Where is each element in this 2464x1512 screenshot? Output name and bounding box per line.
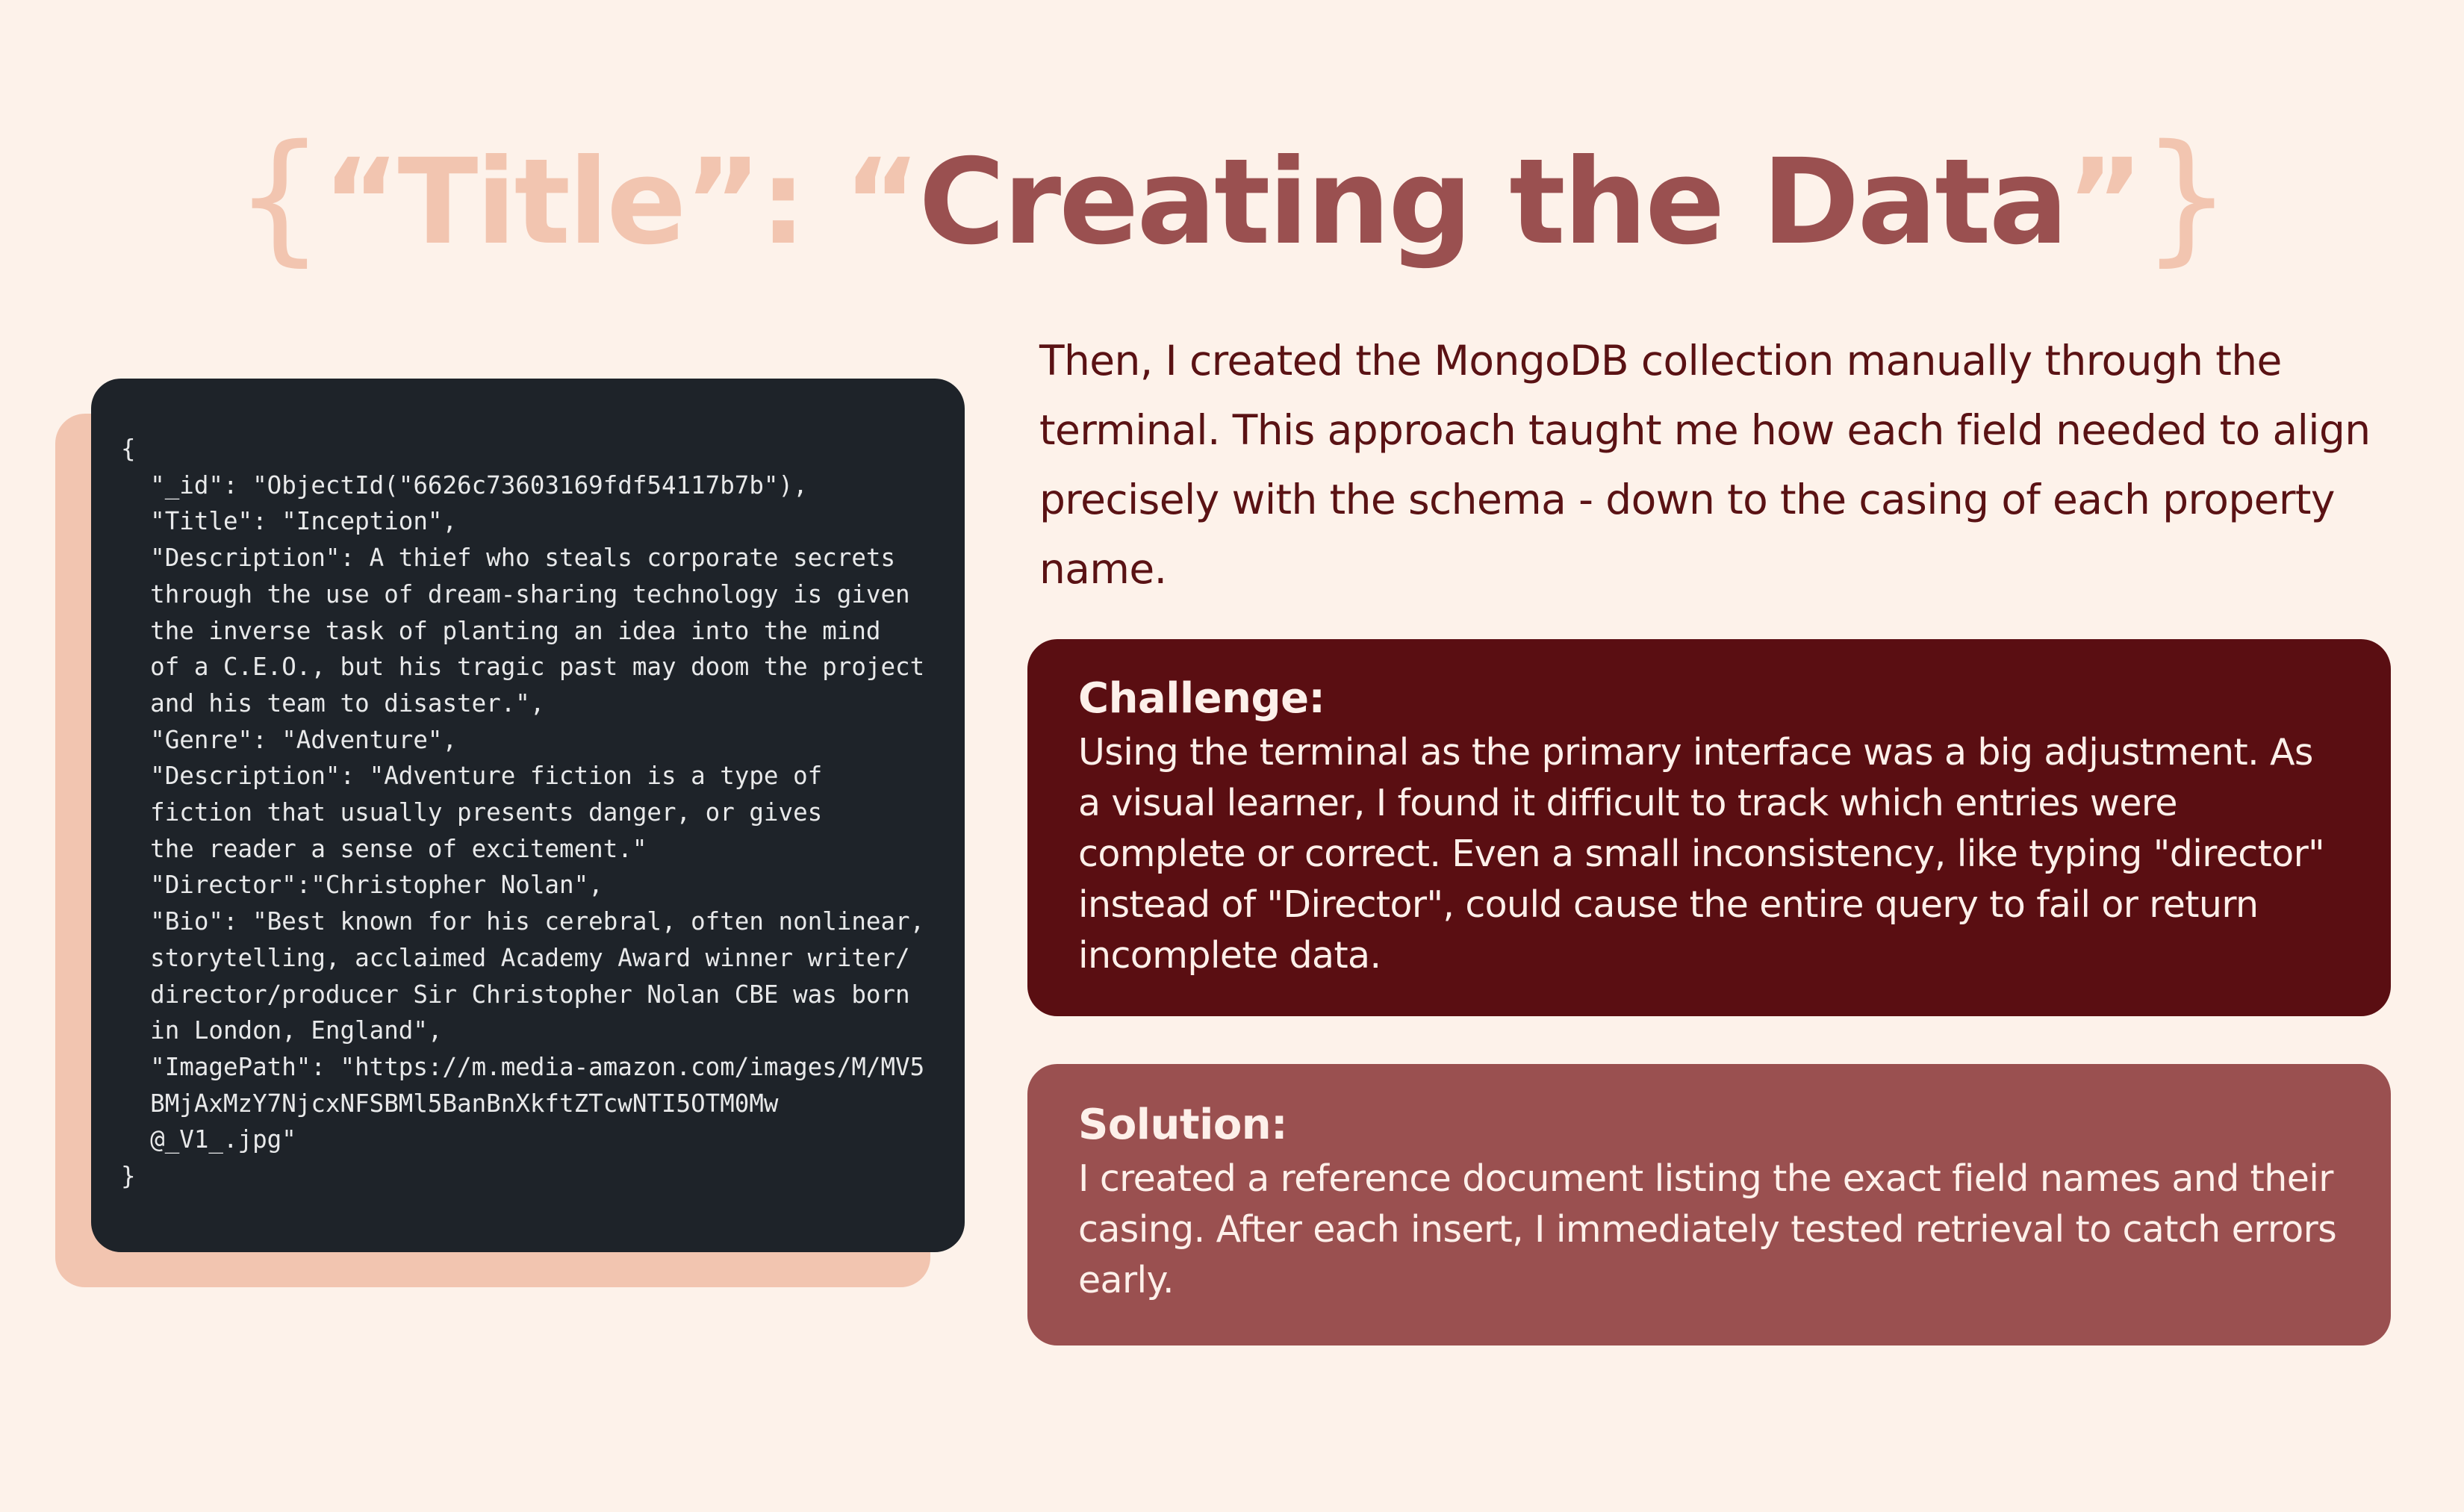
json-code-block: [121, 431, 942, 1195]
code-line: @_V1_.jpg": [121, 1125, 296, 1154]
code-line: "Title": "Inception",: [121, 507, 458, 536]
solution-heading: Solution:: [1078, 1101, 1288, 1149]
code-line: "Description": "Adventure fiction is a type of: [121, 762, 823, 791]
code-line: the inverse task of planting an idea into the mind: [121, 616, 881, 645]
solution-callout: [1027, 1064, 2391, 1345]
challenge-heading: Challenge:: [1078, 674, 1325, 723]
title-key: “Title”: “: [322, 134, 919, 271]
code-line: "Genre": "Adventure",: [121, 725, 458, 754]
title-close-quote: ”: [2066, 134, 2142, 271]
code-line: "Director":"Christopher Nolan",: [121, 871, 603, 900]
code-line: director/producer Sir Christopher Nolan CBE was born: [121, 980, 910, 1009]
code-line: "_id": "ObjectId("6626c73603169fdf54117b7b"),: [121, 470, 808, 500]
code-line: and his team to disaster.",: [121, 688, 545, 718]
code-line: storytelling, acclaimed Academy Award winner writer/: [121, 943, 910, 972]
code-card: [91, 379, 965, 1252]
code-line: BMjAxMzY7NjcxNFSBMl5BanBnXkftZTcwNTI5OTM0Mw: [121, 1089, 779, 1118]
solution-body: I created a reference document listing the exact field names and their casing. After each insert, I immediately tested retrieval to catch errors early.: [1078, 1157, 2337, 1301]
code-line: fiction that usually presents danger, or gives: [121, 798, 823, 827]
code-line: "Bio": "Best known for his cerebral, often nonlinear,: [121, 907, 925, 936]
code-line: in London, England",: [121, 1016, 443, 1045]
challenge-callout: [1027, 639, 2391, 1016]
title-close-brace: }: [2141, 114, 2230, 279]
code-line: "Description": A thief who steals corporate secrets: [121, 544, 896, 573]
title-value: Creating the Data: [918, 134, 2067, 271]
challenge-body: Using the terminal as the primary interface was a big adjustment. As a visual learner, I found it difficult to track which entries were complete or correct. Even a small inconsistency, like typing "director" instead of "Director", could cause the entire query to fail or return incomplete data.: [1078, 731, 2325, 977]
intro-paragraph: Then, I created the MongoDB collection manually through the terminal. This approach taught me how each field needed to align precisely with the schema - down to the casing of each property name.: [1039, 337, 2371, 593]
code-line: }: [121, 1162, 136, 1191]
code-line: through the use of dream-sharing technology is given: [121, 579, 910, 609]
code-line: "ImagePath": "https://m.media-amazon.com/images/M/MV5: [121, 1052, 925, 1081]
title-open-brace: {: [234, 114, 323, 279]
code-line: of a C.E.O., but his tragic past may doom the project: [121, 653, 925, 682]
code-line: the reader a sense of excitement.": [121, 834, 647, 863]
code-line: {: [121, 435, 136, 463]
page-title: [0, 112, 2464, 284]
